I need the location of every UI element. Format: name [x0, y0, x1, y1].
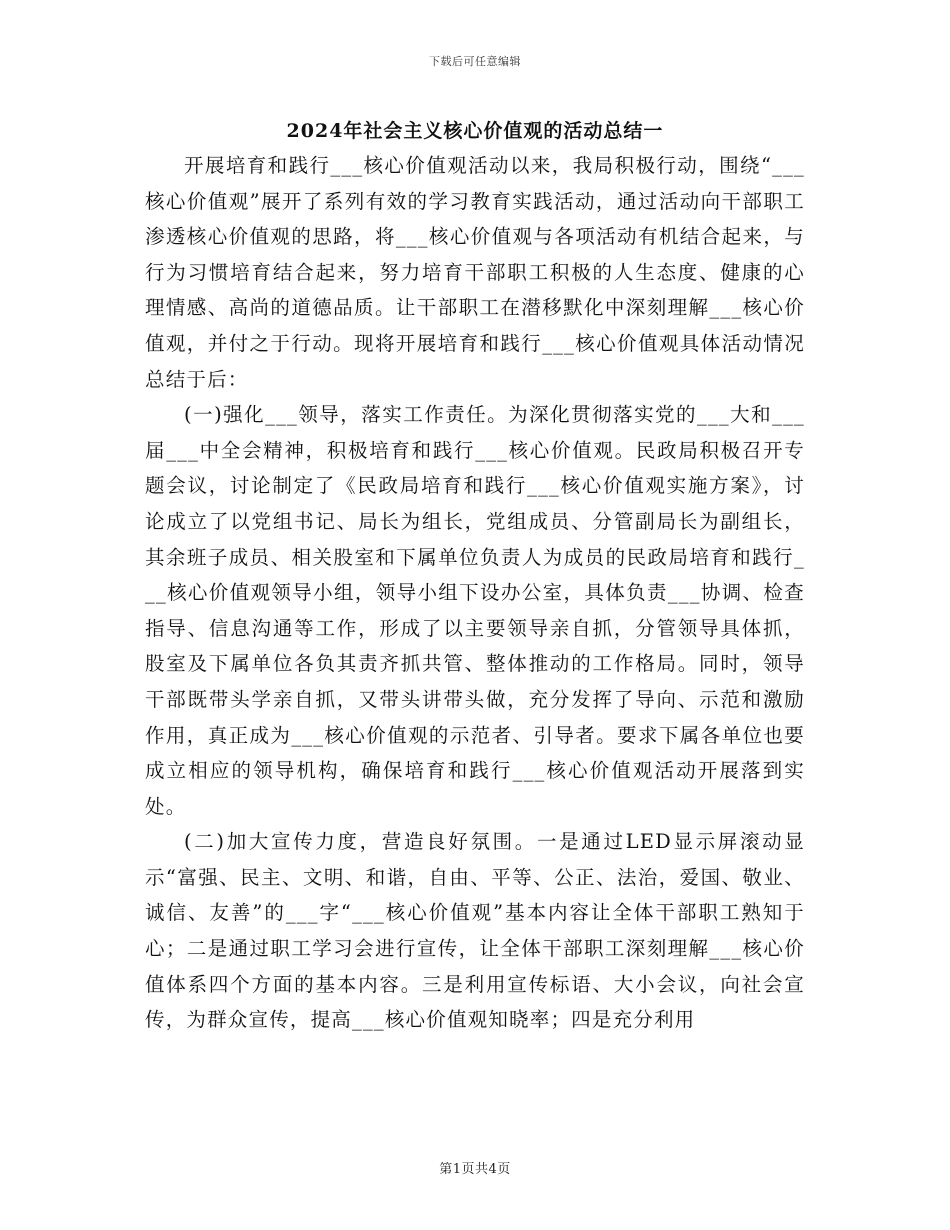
- document-title: 2024年社会主义核心价值观的活动总结一: [286, 120, 664, 142]
- page-number: 第1页共4页: [439, 1162, 511, 1177]
- header-note: 下载后可任意编辑: [429, 55, 521, 68]
- paragraph-intro: 开展培育和践行___核心价值观活动以来，我局积极行动，围绕“___核心价值观”展开了系列有效的学习教育实践活动，通过活动向干部职工渗透核心价值观的思路，将___核心价值观与各项活动有机结合起来，与行为习惯培育结合起来，努力培育干部职工积极的人生态度、健康的心理情感、高尚的道德品质。让干部职工在潜移默化中深刻理解___核心价值观，并付之于行动。现将开展培育和践行___核心价值观具体活动情况总结于后：: [145, 154, 805, 391]
- paragraph-section-1: (一)强化___领导，落实工作责任。为深化贯彻落实党的___大和___届___中全会精神，积极培育和践行___核心价值观。民政局积极召开专题会议，讨论制定了《民政局培育和践行___核心价值观实施方案》，讨论成立了以党组书记、局长为组长，党组成员、分管副局长为副组长，其余班子成员、相关股室和下属单位负责人为成员的民政局培育和践行___核心价值观领导小组，领导小组下设办公室，具体负责___协调、检查指导、信息沟通等工作，形成了以主要领导亲自抓，分管领导具体抓，股室及下属单位各负其责齐抓共管、整体推动的工作格局。同时，领导干部既带头学亲自抓，又带头讲带头做，充分发挥了导向、示范和激励作用，真正成为___核心价值观的示范者、引导者。要求下属各单位也要成立相应的领导机构，确保培育和践行___核心价值观活动开展落到实处。: [145, 403, 805, 818]
- paragraph-section-2: (二)加大宣传力度，营造良好氛围。一是通过LED显示屏滚动显示“富强、民主、文明、和谐，自由、平等、公正、法治，爱国、敬业、诚信、友善”的___字“___核心价值观”基本内容让全体干部职工熟知于心；二是通过职工学习会进行宣传，让全体干部职工深刻理解___核心价值体系四个方面的基本内容。三是利用宣传标语、大小会议，向社会宣传，为群众宣传，提高___核心价值观知晓率；四是充分利用: [145, 830, 805, 1032]
- document-body: [145, 148, 805, 1038]
